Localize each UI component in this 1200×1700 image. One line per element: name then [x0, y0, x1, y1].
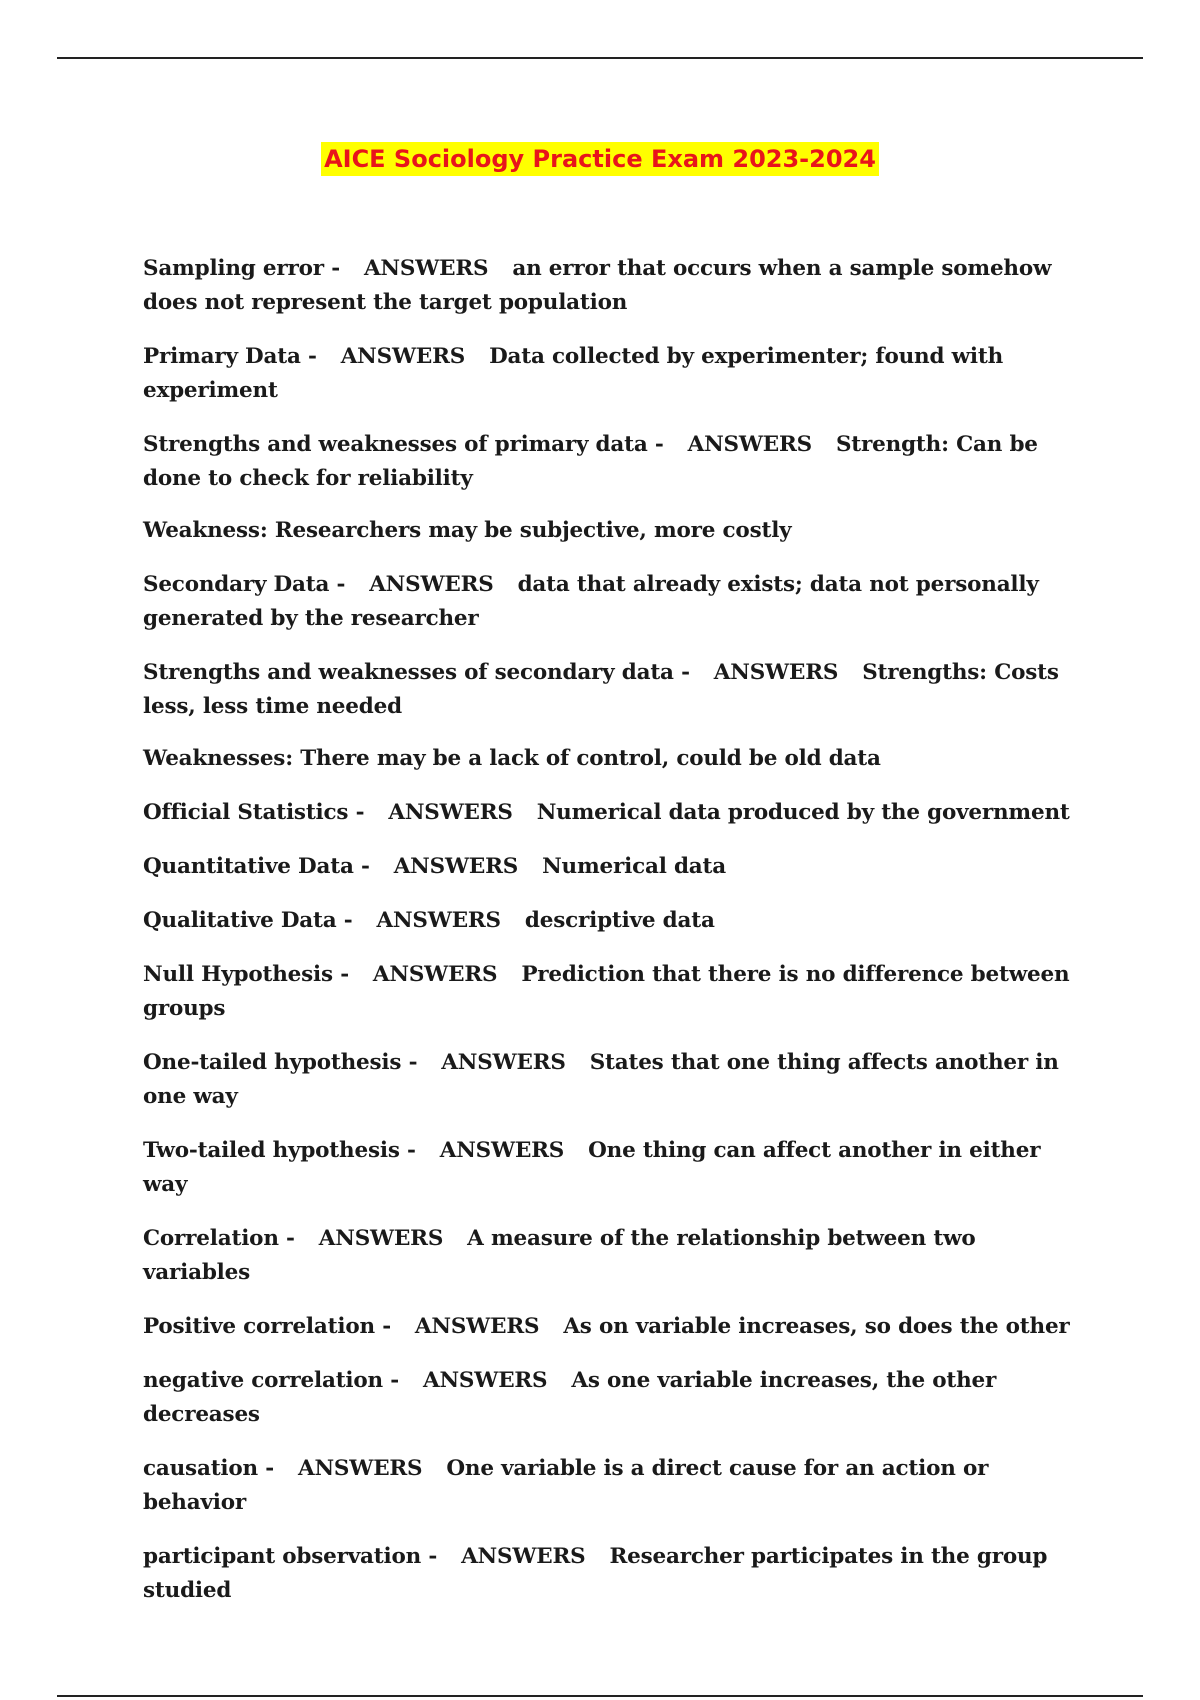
entry-term: Two-tailed hypothesis -	[143, 1138, 416, 1163]
entry-definition: data that already exists; data not personally generated by the researcher	[143, 572, 1039, 631]
title-wrapper	[0, 142, 1200, 176]
entry-definition: Strength: Can be done to check for reliability	[143, 432, 1038, 491]
qa-continuation	[143, 514, 1088, 548]
answers-label: ANSWERS	[369, 572, 494, 597]
entry-definition: Strengths: Costs less, less time needed	[143, 660, 1059, 719]
answers-label: ANSWERS	[297, 1456, 423, 1481]
answers-label: ANSWERS	[393, 854, 519, 879]
qa-entry	[143, 568, 1088, 636]
entry-term: causation -	[143, 1456, 274, 1481]
answers-label: ANSWERS	[372, 962, 498, 987]
qa-entry	[143, 1222, 1088, 1290]
entry-term: Positive correlation -	[143, 1314, 391, 1339]
entry-definition: A measure of the relationship between two variables	[143, 1226, 976, 1285]
qa-entry	[143, 796, 1088, 830]
answers-label: ANSWERS	[422, 1368, 548, 1393]
entry-definition: One thing can affect another in either way	[143, 1138, 1041, 1197]
entry-term: Null Hypothesis -	[143, 962, 349, 987]
answers-label: ANSWERS	[363, 256, 489, 281]
top-rule	[57, 57, 1143, 59]
bottom-rule	[57, 1695, 1143, 1697]
answers-label: ANSWERS	[340, 344, 466, 369]
entry-term: Sampling error -	[143, 256, 340, 281]
entry-term: negative correlation -	[143, 1368, 399, 1393]
entry-term: Primary Data -	[143, 344, 317, 369]
qa-list	[143, 252, 1088, 1628]
entry-definition: States that one thing affects another in one way	[143, 1050, 1059, 1109]
answers-label: ANSWERS	[318, 1226, 444, 1251]
entry-term: Quantitative Data -	[143, 854, 370, 879]
entry-term: One-tailed hypothesis -	[143, 1050, 417, 1075]
qa-entry	[143, 1364, 1088, 1432]
answers-label: ANSWERS	[713, 660, 839, 685]
answers-label: ANSWERS	[461, 1544, 586, 1569]
qa-entry	[143, 1310, 1088, 1344]
entry-definition: Data collected by experimenter; found with experiment	[143, 344, 1004, 403]
entry-definition: As one variable increases, the other decreases	[143, 1368, 997, 1427]
answers-label: ANSWERS	[441, 1050, 566, 1075]
entry-term: Secondary Data -	[143, 572, 345, 597]
answers-label: ANSWERS	[376, 908, 501, 933]
qa-entry	[143, 1540, 1088, 1608]
qa-entry	[143, 958, 1088, 1026]
qa-entry	[143, 1134, 1088, 1202]
entry-definition: Weaknesses: There may be a lack of control, could be old data	[143, 746, 881, 771]
entry-definition: Researcher participates in the group studied	[143, 1544, 1048, 1603]
qa-entry	[143, 1452, 1088, 1520]
entry-definition: Numerical data produced by the government	[536, 800, 1070, 825]
qa-entry	[143, 656, 1088, 724]
entry-definition: One variable is a direct cause for an action or behavior	[143, 1456, 989, 1515]
entry-definition: Prediction that there is no difference between groups	[143, 962, 1070, 1021]
entry-term: participant observation -	[143, 1544, 437, 1569]
qa-continuation	[143, 742, 1088, 776]
entry-definition: As on variable increases, so does the other	[563, 1314, 1070, 1339]
qa-entry	[143, 904, 1088, 938]
answers-label: ANSWERS	[687, 432, 812, 457]
entry-term: Correlation -	[143, 1226, 295, 1251]
qa-entry	[143, 340, 1088, 408]
qa-entry	[143, 850, 1088, 884]
qa-entry	[143, 1046, 1088, 1114]
page-title: AICE Sociology Practice Exam 2023-2024	[321, 142, 879, 176]
entry-definition: descriptive data	[524, 908, 715, 933]
qa-entry	[143, 252, 1088, 320]
answers-label: ANSWERS	[388, 800, 513, 825]
entry-term: Strengths and weaknesses of primary data -	[143, 432, 664, 457]
qa-entry	[143, 428, 1088, 496]
answers-label: ANSWERS	[414, 1314, 540, 1339]
entry-definition: Weakness: Researchers may be subjective, more costly	[143, 518, 792, 543]
answers-label: ANSWERS	[439, 1138, 565, 1163]
entry-definition: an error that occurs when a sample somehow does not represent the target population	[143, 256, 1052, 315]
entry-term: Qualitative Data -	[143, 908, 353, 933]
entry-term: Strengths and weaknesses of secondary data -	[143, 660, 690, 685]
entry-term: Official Statistics -	[143, 800, 364, 825]
entry-definition: Numerical data	[542, 854, 727, 879]
